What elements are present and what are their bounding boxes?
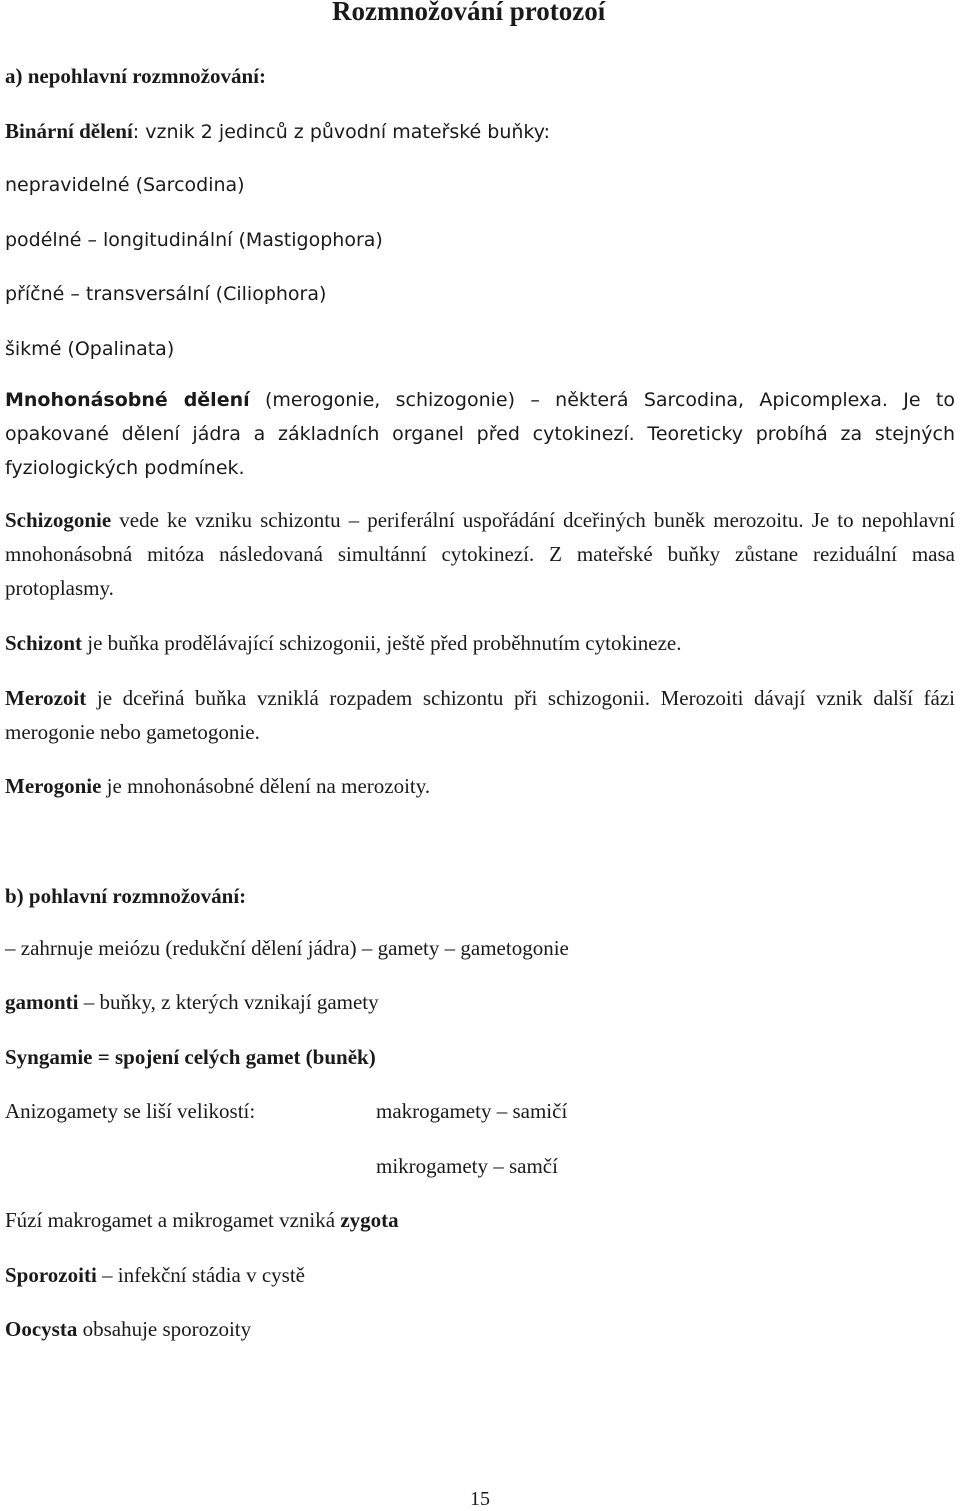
mikrogamety-item: mikrogamety – samčí: [376, 1154, 558, 1178]
gamonti-term: gamonti: [5, 990, 79, 1014]
schizont-term: Schizont: [5, 631, 83, 655]
division-type-1: nepravidelné (Sarcodina): [5, 174, 245, 196]
fuzi-line: [5, 1208, 399, 1232]
binary-division-text: : vznik 2 jedinců z původní mateřské buňky:: [132, 121, 551, 143]
binary-division-term: Binární dělení: [5, 119, 133, 143]
oocysta-term: Oocysta: [5, 1317, 78, 1341]
merozoit-paragraph: [5, 681, 955, 749]
sporozoiti-text: – infekční stádia v cystě: [96, 1263, 305, 1287]
makrogamety-item: makrogamety – samičí: [376, 1099, 568, 1123]
zygota-term: zygota: [340, 1208, 399, 1232]
division-type-4: šikmé (Opalinata): [5, 338, 175, 360]
meioza-line: – zahrnuje meiózu (redukční dělení jádra) – gamety – gametogonie: [5, 936, 569, 960]
section-b-heading: b) pohlavní rozmnožování:: [5, 884, 247, 908]
binary-division-line: [5, 119, 550, 144]
anizogamety-label: Anizogamety se liší velikostí:: [5, 1099, 256, 1123]
schizogonie-text: vede ke vzniku schizontu – periferální uspořádání dceřiných buněk merozoitu. Je to nepohlavní mnohonásobná mitóza následovaná simultánní cytokinezí. Z mateřské buňky zůstane reziduální masa protoplasmy.: [5, 508, 955, 600]
multiple-division-term: Mnohonásobné dělení: [5, 389, 250, 411]
division-type-2: podélné – longitudinální (Mastigophora): [5, 229, 383, 251]
oocysta-text: obsahuje sporozoity: [77, 1317, 252, 1341]
sporozoiti-line: [5, 1263, 305, 1287]
multiple-division-paragraph: [5, 383, 955, 485]
multiple-division-text: (merogonie, schizogonie) – některá Sarcodina, Apicomplexa. Je to opakované dělení jádra a základních organel před cytokinezí. Teoreticky probíhá za stejných fyziologických podmínek.: [5, 389, 955, 479]
schizont-paragraph: [5, 626, 955, 660]
page-number: 15: [470, 1488, 490, 1510]
merozoit-term: Merozoit: [5, 686, 87, 710]
page-title: Rozmnožování protozoí: [332, 0, 606, 26]
merozoit-text: je dceřiná buňka vzniklá rozpadem schizontu při schizogonii. Merozoiti dávají vznik další fázi merogonie nebo gametogonie.: [5, 686, 955, 744]
schizont-text: je buňka prodělávající schizogonii, ještě před proběhnutím cytokineze.: [82, 631, 682, 655]
sporozoiti-term: Sporozoiti: [5, 1263, 97, 1287]
schizogonie-paragraph: [5, 503, 955, 605]
merogonie-text: je mnohonásobné dělení na merozoity.: [101, 774, 431, 798]
merogonie-paragraph: [5, 769, 955, 803]
section-a-heading: a) nepohlavní rozmnožování:: [5, 64, 266, 88]
gamonti-line: [5, 990, 379, 1014]
gamonti-text: – buňky, z kterých vznikají gamety: [78, 990, 379, 1014]
oocysta-line: [5, 1317, 251, 1341]
merogonie-term: Merogonie: [5, 774, 102, 798]
division-type-3: příčné – transversální (Ciliophora): [5, 283, 327, 305]
fuzi-text: Fúzí makrogamet a mikrogamet vzniká: [5, 1208, 341, 1232]
schizogonie-term: Schizogonie: [5, 508, 112, 532]
syngamie-line: Syngamie = spojení celých gamet (buněk): [5, 1045, 376, 1069]
